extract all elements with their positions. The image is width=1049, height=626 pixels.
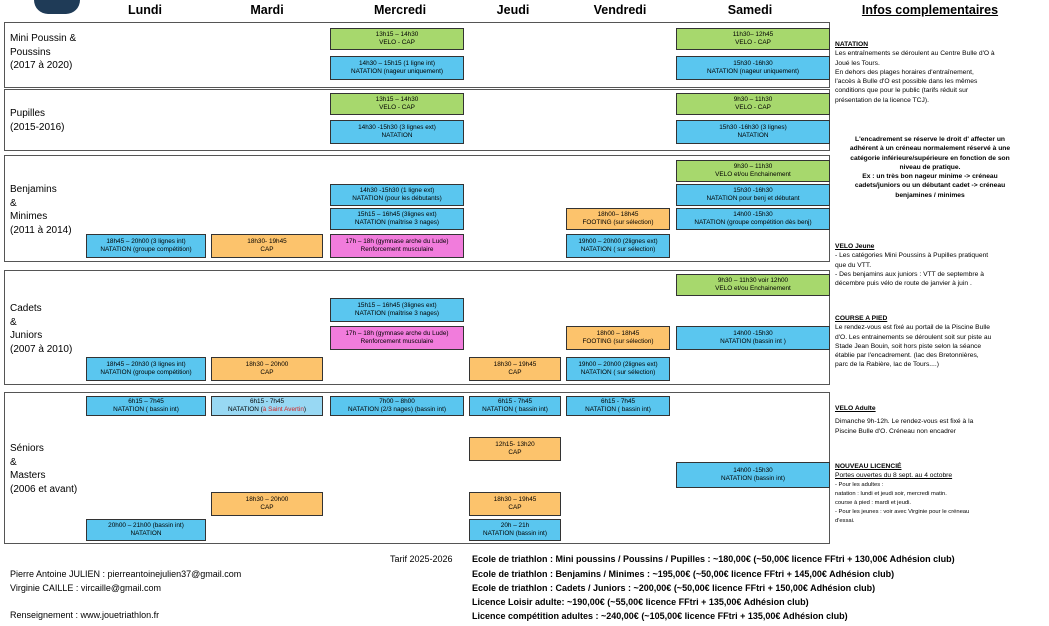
slot-cj-tue-cap: 18h30 – 20h00 CAP [211, 357, 323, 381]
slot-bm-sat-velo: 9h30 – 11h30 VELO et/ou Enchainement [676, 160, 830, 182]
slot-bm-tue-cap: 18h30- 19h45 CAP [211, 234, 323, 258]
info-encadrement: L'encadrement se réserve le droit d' affecter un adhérent à un créneau normalement réservé à une catégorie inférieure/supérieure en fonction de son niveau de pratique. Ex : un très bon nageur minime -> créneau cadets/juniors ou un débutant cadet -> créneau benjamines / minimes [849, 136, 1011, 199]
tarif-label: Tarif 2025-2026 [390, 554, 453, 564]
slot-sm-tue-cap: 18h30 – 20h00 CAP [211, 492, 323, 516]
contact-pierre-antoine: Pierre Antoine JULIEN : pierreantoinejulien37@gmail.com [10, 569, 242, 579]
club-logo [34, 0, 80, 14]
day-header-samedi: Samedi [727, 3, 773, 17]
price-line-1: Ecole de triathlon : Mini poussins / Poussins / Pupilles : ~180,00€ (~50,00€ licence FFtri + 130,00€ Adhésion club) [472, 554, 955, 564]
slot-bm-mon-natation: 18h45 – 20h00 (3 lignes int) NATATION (groupe compétition) [86, 234, 206, 258]
price-line-4: Licence Loisir adulte: ~190,00€ (~55,00€ licence FFtri + 135,00€ Adhésion club) [472, 597, 809, 607]
slot-pu-sat-velo: 9h30 – 11h30 VELO - CAP [676, 93, 830, 115]
day-header-jeudi: Jeudi [496, 3, 530, 17]
slot-cj-mon-natation: 18h45 – 20h30 (3 lignes int) NATATION (groupe compétition) [86, 357, 206, 381]
slot-sm-mon-natation: 6h15 – 7h45 NATATION ( bassin int) [86, 396, 206, 416]
slot-cj-wed-renforcement: 17h – 18h (gymnase arche du Lude) Renforcement musculaire [330, 326, 464, 350]
slot-sm-fri-natation: 6h15 - 7h45 NATATION ( bassin int) [566, 396, 670, 416]
slot-mp-sat-velo: 11h30– 12h45 VELO - CAP [676, 28, 830, 50]
slot-sm-thu-natation: 6h15 - 7h45 NATATION ( bassin int) [469, 396, 561, 416]
group-label-benjamins: Benjamins & Minimes (2011 à 2014) [10, 184, 72, 236]
slot-sm-thu-natation-soir: 20h – 21h NATATION (bassin int) [469, 519, 561, 541]
info-velo-jeune: VELO Jeune - Les catégories Mini Poussins à Pupilles pratiquent que du VTT. - Des benjamins aux juniors : VTT de septembre à décembre puis vélo de route de janvier à juin . [835, 243, 989, 288]
slot-cj-fri-natation: 19h00 – 20h00 (2lignes ext) NATATION ( sur sélection) [566, 357, 670, 381]
price-line-2: Ecole de triathlon : Benjamins / Minimes : ~195,00€ (~50,00€ licence FFtri + 145,00€ Adhésion club) [472, 569, 895, 579]
day-header-mardi: Mardi [250, 3, 284, 17]
slot-bm-sat-natation-1: 15h30 -16h30 NATATION pour benj et débutant [676, 184, 830, 206]
day-header-vendredi: Vendredi [593, 3, 647, 17]
slot-pu-wed-velo: 13h15 – 14h30 VELO - CAP [330, 93, 464, 115]
group-label-seniors: Séniors & Masters (2006 et avant) [10, 443, 78, 495]
contact-virginie: Virginie CAILLE : vircaille@gmail.com [10, 583, 162, 593]
renseignement-link[interactable]: Renseignement : www.jouetriathlon.fr [10, 610, 160, 620]
infos-title: Infos complementaires [861, 3, 999, 17]
info-natation: NATATION Les entraînements se déroulent au Centre Bulle d'O à Joué les Tours. En dehors des plages horaires d'entraînement, l'accès à Bulle d'O est possible dans les mêmes conditions que pour le public (tarifs réduit sur présentation de la licence TCJ). [835, 41, 995, 104]
slot-sm-wed-natation: 7h00 – 8h00 NATATION (2/3 nages) (bassin int) [330, 396, 464, 416]
slot-cj-sat-velo: 9h30 – 11h30 voir 12h00 VELO et/ou Enchainement [676, 274, 830, 296]
slot-sm-thu-cap-midi: 12h15- 13h20 CAP [469, 437, 561, 461]
slot-cj-fri-footing: 18h00 – 18h45 FOOTING (sur sélection) [566, 326, 670, 350]
slot-cj-wed-natation: 15h15 – 16h45 (3lignes ext) NATATION (maîtrise 3 nages) [330, 298, 464, 322]
slot-mp-wed-natation: 14h30 – 15h15 (1 ligne int) NATATION (nageur uniquement) [330, 56, 464, 80]
info-course-a-pied: COURSE A PIED Le rendez-vous est fixé au portail de la Piscine Bulle d'O. Les entrainements se déroulent soit sur piste au Stade Jean Bouin, soit hors piste selon la séance établie par l'encadrement. (lac des Bretonnières, parc de la Rabière, lac de Tours....) [835, 315, 992, 369]
slot-sm-tue-natation: 6h15 - 7h45 NATATION (à Saint Avertin) [211, 396, 323, 416]
slot-pu-sat-natation: 15h30 -16h30 (3 lignes) NATATION [676, 120, 830, 144]
group-label-cadets: Cadets & Juniors (2007 à 2010) [10, 303, 73, 355]
slot-cj-thu-cap: 18h30 – 19h45 CAP [469, 357, 561, 381]
slot-bm-wed-natation-1: 14h30 -15h30 (1 ligne ext) NATATION (pour les débutants) [330, 184, 464, 206]
slot-sm-sat-natation: 14h00 -15h30 NATATION (bassin int) [676, 462, 830, 488]
slot-mp-sat-natation: 15h30 -16h30 NATATION (nageur uniquement) [676, 56, 830, 80]
slot-pu-wed-natation: 14h30 -15h30 (3 lignes ext) NATATION [330, 120, 464, 144]
slot-bm-wed-renforcement: 17h – 18h (gymnase arche du Lude) Renforcement musculaire [330, 234, 464, 258]
group-label-pupilles: Pupilles (2015-2016) [10, 108, 65, 133]
slot-mp-wed-velo: 13h15 – 14h30 VELO - CAP [330, 28, 464, 50]
info-velo-adulte: VELO Adulte Dimanche 9h-12h. Le rendez-vous est fixé à la Piscine Bulle d'O. Créneau non encadrer [835, 405, 974, 435]
slot-sm-mon-natation-soir: 20h00 – 21h00 (bassin int) NATATION [86, 519, 206, 541]
slot-sm-thu-cap-soir: 18h30 – 19h45 CAP [469, 492, 561, 516]
slot-bm-sat-natation-2: 14h00 -15h30 NATATION (groupe compétition dès benj) [676, 208, 830, 230]
group-label-mini-poussins: Mini Poussin & Poussins (2017 à 2020) [10, 33, 77, 71]
slot-cj-sat-natation: 14h00 -15h30 NATATION (bassin int ) [676, 326, 830, 350]
slot-bm-wed-natation-2: 15h15 – 16h45 (3lignes ext) NATATION (maîtrise 3 nages) [330, 208, 464, 230]
price-line-5: Licence compétition adultes : ~240,00€ (~105,00€ licence FFtri + 135,00€ Adhésion club) [472, 611, 848, 621]
price-line-3: Ecole de triathlon : Cadets / Juniors : ~200,00€ (~50,00€ licence FFtri + 150,00€ Adhésion club) [472, 583, 876, 593]
day-header-mercredi: Mercredi [373, 3, 427, 17]
day-header-lundi: Lundi [127, 3, 162, 17]
slot-bm-fri-natation: 19h00 – 20h00 (2lignes ext) NATATION ( sur sélection) [566, 234, 670, 258]
info-nouveau-licencie: NOUVEAU LICENCIÉ Portes ouvertes du 8 sept. au 4 octobre - Pour les adultes : natation : lundi et jeudi soir, mercredi matin. course à pied : mardi et jeudi. - Pour les jeunes : voir avec Virginie pour le créneau d'essai. [835, 463, 970, 524]
slot-bm-fri-footing: 18h00– 18h45 FOOTING (sur sélection) [566, 208, 670, 230]
